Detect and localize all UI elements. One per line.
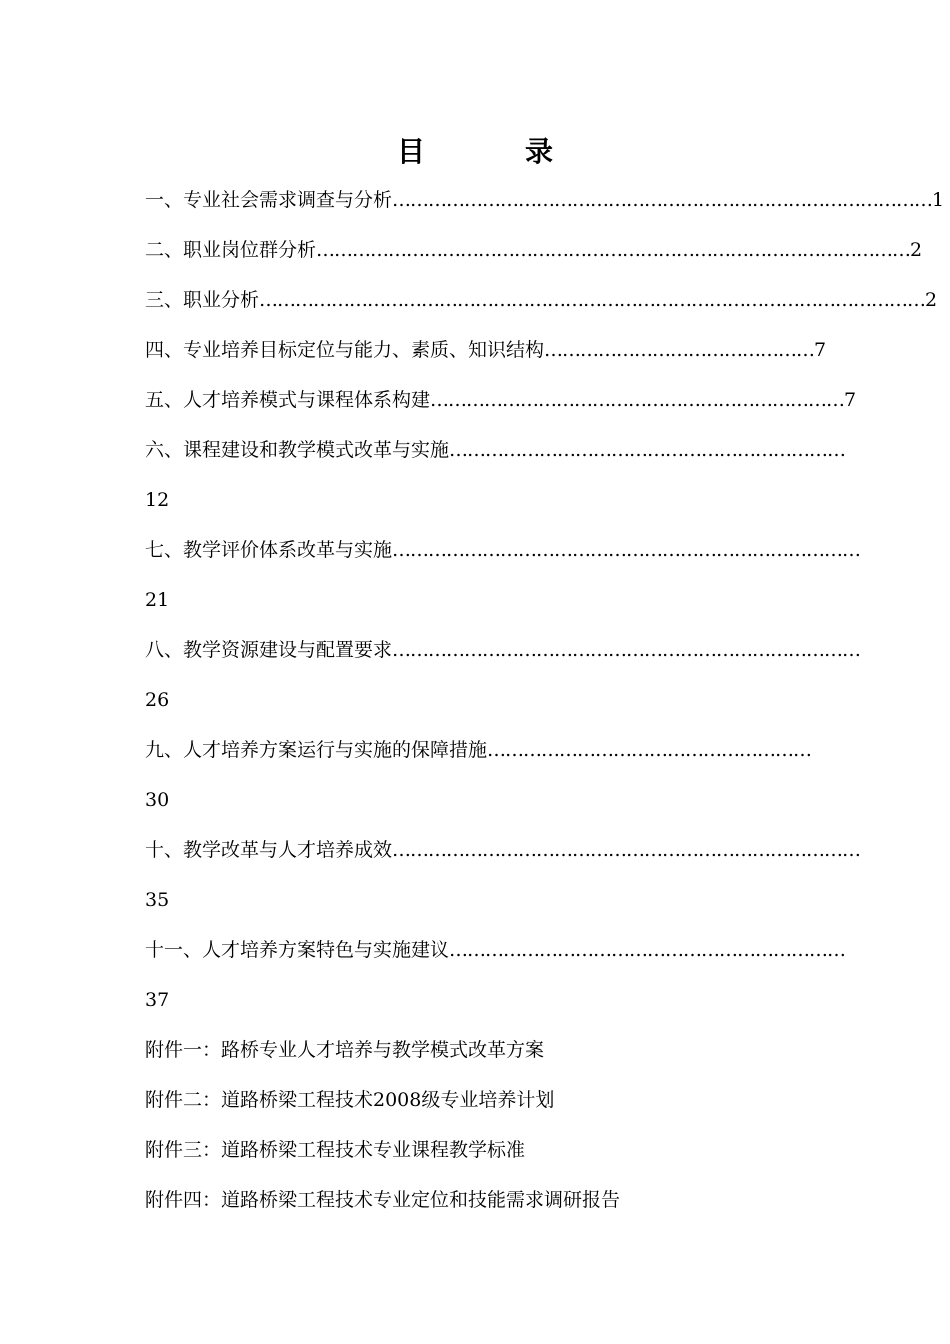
toc-page-number: 21 bbox=[145, 589, 170, 611]
toc-page-number: 1 bbox=[932, 189, 945, 211]
toc-entry-10[interactable] bbox=[145, 835, 861, 885]
toc-entry-label: 十一、人才培养方案特色与实施建议 bbox=[145, 939, 450, 961]
toc-leader-dots: ………………………………………………………………………………………………… bbox=[259, 289, 926, 311]
toc-entry-label: 五、人才培养模式与课程体系构建 bbox=[145, 389, 431, 411]
toc-page-number: 26 bbox=[145, 689, 170, 711]
toc-page-number: 7 bbox=[844, 389, 857, 411]
toc-page-number: 2 bbox=[910, 239, 923, 261]
attachment-3[interactable] bbox=[145, 1135, 805, 1185]
toc-leader-dots: ………………………………………………………… bbox=[449, 439, 846, 461]
toc-entry-7-page bbox=[145, 585, 805, 635]
toc-entry-label: 八、教学资源建设与配置要求 bbox=[145, 639, 393, 661]
attachment-label: 附件二：道路桥梁工程技术2008级专业培养计划 bbox=[145, 1089, 555, 1111]
toc-entry-9[interactable] bbox=[145, 735, 812, 785]
toc-entry-10-page bbox=[145, 885, 805, 935]
toc-entry-6[interactable] bbox=[145, 435, 846, 485]
toc-entry-2[interactable] bbox=[145, 235, 923, 285]
toc-entry-label: 一、专业社会需求调查与分析 bbox=[145, 189, 393, 211]
toc-entry-1[interactable] bbox=[145, 185, 945, 235]
toc-leader-dots: ……………………………………………………………………………………… bbox=[316, 239, 911, 261]
toc-entry-label: 十、教学改革与人才培养成效 bbox=[145, 839, 393, 861]
attachment-label: 附件一：路桥专业人才培养与教学模式改革方案 bbox=[145, 1039, 545, 1061]
toc-leader-dots: …………………………………………………………………… bbox=[392, 539, 861, 561]
toc-entry-4[interactable] bbox=[145, 335, 827, 385]
toc-entry-8[interactable] bbox=[145, 635, 861, 685]
attachment-1[interactable] bbox=[145, 1035, 805, 1085]
toc-entry-6-page bbox=[145, 485, 805, 535]
toc-entry-5[interactable] bbox=[145, 385, 857, 435]
toc-leader-dots: ………………………………………………………… bbox=[449, 939, 846, 961]
toc-entry-label: 七、教学评价体系改革与实施 bbox=[145, 539, 393, 561]
toc-leader-dots: …………………………………………………………………… bbox=[392, 839, 861, 861]
toc-page-number: 37 bbox=[145, 989, 170, 1011]
toc-leader-dots: …………………………………………………………………… bbox=[392, 639, 861, 661]
toc-title: 目 录 bbox=[396, 135, 589, 168]
toc-entry-label: 三、职业分析 bbox=[145, 289, 260, 311]
attachment-2[interactable] bbox=[145, 1085, 805, 1135]
toc-page-number: 30 bbox=[145, 789, 170, 811]
toc-entry-11[interactable] bbox=[145, 935, 846, 985]
attachment-label: 附件四：道路桥梁工程技术专业定位和技能需求调研报告 bbox=[145, 1189, 621, 1211]
toc-entry-label: 四、专业培养目标定位与能力、素质、知识结构 bbox=[145, 339, 545, 361]
toc-entry-9-page bbox=[145, 785, 805, 835]
toc-entry-3[interactable] bbox=[145, 285, 938, 335]
attachment-4[interactable] bbox=[145, 1185, 805, 1235]
toc-entry-7[interactable] bbox=[145, 535, 861, 585]
toc-page-number: 12 bbox=[145, 489, 170, 511]
toc-page-number: 7 bbox=[814, 339, 827, 361]
toc-page-number: 35 bbox=[145, 889, 170, 911]
toc-entry-label: 九、人才培养方案运行与实施的保障措施 bbox=[145, 739, 488, 761]
attachment-label: 附件三：道路桥梁工程技术专业课程教学标准 bbox=[145, 1139, 526, 1161]
toc-leader-dots: ……………………………………………… bbox=[487, 739, 812, 761]
toc-entry-label: 二、职业岗位群分析 bbox=[145, 239, 317, 261]
toc-entry-11-page bbox=[145, 985, 805, 1035]
toc-list bbox=[145, 185, 945, 1235]
toc-page-number: 2 bbox=[925, 289, 938, 311]
toc-leader-dots: ……………………………………………………………………………… bbox=[392, 189, 933, 211]
toc-leader-dots: ……………………………………… bbox=[544, 339, 815, 361]
toc-entry-label: 六、课程建设和教学模式改革与实施 bbox=[145, 439, 450, 461]
toc-leader-dots: …………………………………………………………… bbox=[430, 389, 845, 411]
toc-entry-8-page bbox=[145, 685, 805, 735]
